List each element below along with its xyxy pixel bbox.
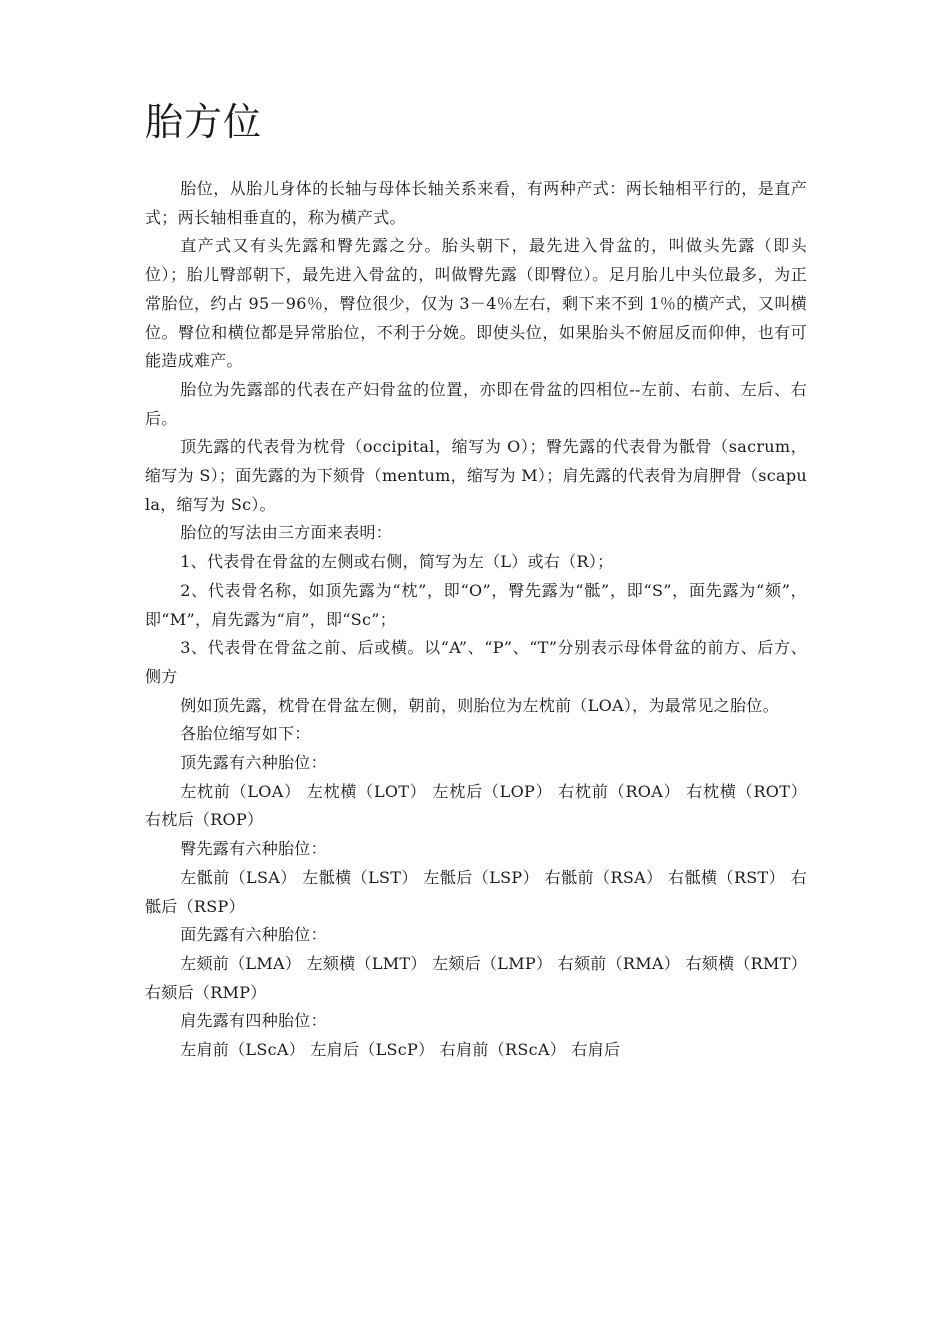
paragraph-example: 例如顶先露，枕骨在骨盆左侧，朝前，则胎位为左枕前（LOA），为最常见之胎位。 bbox=[180, 695, 779, 715]
paragraph-denominator-bones: 顶先露的代表骨为枕骨（occipital，缩写为 O）；臀先露的代表骨为骶骨（sacrum，缩写为 S）；面先露的为下颏骨（mentum，缩写为 M）；肩先露的代表骨为肩胛骨（scapula，缩写为 Sc）。 bbox=[145, 437, 807, 514]
document-page bbox=[145, 95, 807, 1065]
heading-face-positions: 面先露有六种胎位： bbox=[180, 925, 327, 945]
paragraph-fetal-lie: 胎位，从胎儿身体的长轴与母体长轴关系来看，有两种产式：两长轴相平行的，是直产式；两长轴相垂直的，称为横产式。 bbox=[145, 179, 807, 227]
paragraph-abbreviations-intro: 各胎位缩写如下： bbox=[180, 724, 311, 744]
heading-breech-positions: 臀先露有六种胎位： bbox=[180, 839, 327, 859]
heading-shoulder-positions: 肩先露有四种胎位： bbox=[180, 1011, 327, 1031]
document-body bbox=[145, 175, 807, 1065]
list-item-rule-2: 2、代表骨名称，如顶先露为“枕”，即“O”，臀先露为“骶”，即“S”，面先露为“颏”，即“M”，肩先露为“肩”，即“Sc”； bbox=[145, 580, 807, 629]
list-item-rule-1: 1、代表骨在骨盆的左侧或右侧，简写为左（L）或右（R）； bbox=[180, 552, 614, 572]
paragraph-presentation: 直产式又有头先露和臀先露之分。胎头朝下，最先进入骨盆的，叫做头先露（即头位）；胎儿臀部朝下，最先进入骨盆的，叫做臀先露（即臀位）。足月胎儿中头位最多，为正常胎位，约占 95－96％，臀位很少，仅为 3－4％左右，剩下来不到 1％的横产式，又叫横位。臀位和横位都是异常胎位，不利于分娩。即使头位，如果胎头不俯屈反而仰伸，也有可能造成难产。 bbox=[145, 236, 807, 371]
list-vertex-positions: 左枕前（LOA） 左枕横（LOT） 左枕后（LOP） 右枕前（ROA） 右枕横（ROT） 右枕后（ROP） bbox=[145, 781, 807, 830]
list-face-positions: 左颏前（LMA） 左颏横（LMT） 左颏后（LMP） 右颏前（RMA） 右颏横（RMT） 右颏后（RMP） bbox=[145, 953, 807, 1002]
page-title: 胎方位 bbox=[145, 100, 263, 144]
list-breech-positions: 左骶前（LSA） 左骶横（LST） 左骶后（LSP） 右骶前（RSA） 右骶横（RST） 右骶后（RSP） bbox=[145, 867, 807, 916]
list-shoulder-positions: 左肩前（LScA） 左肩后（LScP） 右肩前（RScA） 右肩后 bbox=[180, 1040, 621, 1060]
heading-vertex-positions: 顶先露有六种胎位： bbox=[180, 753, 327, 773]
list-item-rule-3: 3、代表骨在骨盆之前、后或横。以“A”、“P”、“T”分别表示母体骨盆的前方、后方、侧方 bbox=[145, 638, 807, 686]
paragraph-notation-intro: 胎位的写法由三方面来表明： bbox=[180, 523, 393, 543]
paragraph-position-quadrants: 胎位为先露部的代表在产妇骨盆的位置，亦即在骨盆的四相位--左前、右前、左后、右后。 bbox=[145, 379, 807, 428]
